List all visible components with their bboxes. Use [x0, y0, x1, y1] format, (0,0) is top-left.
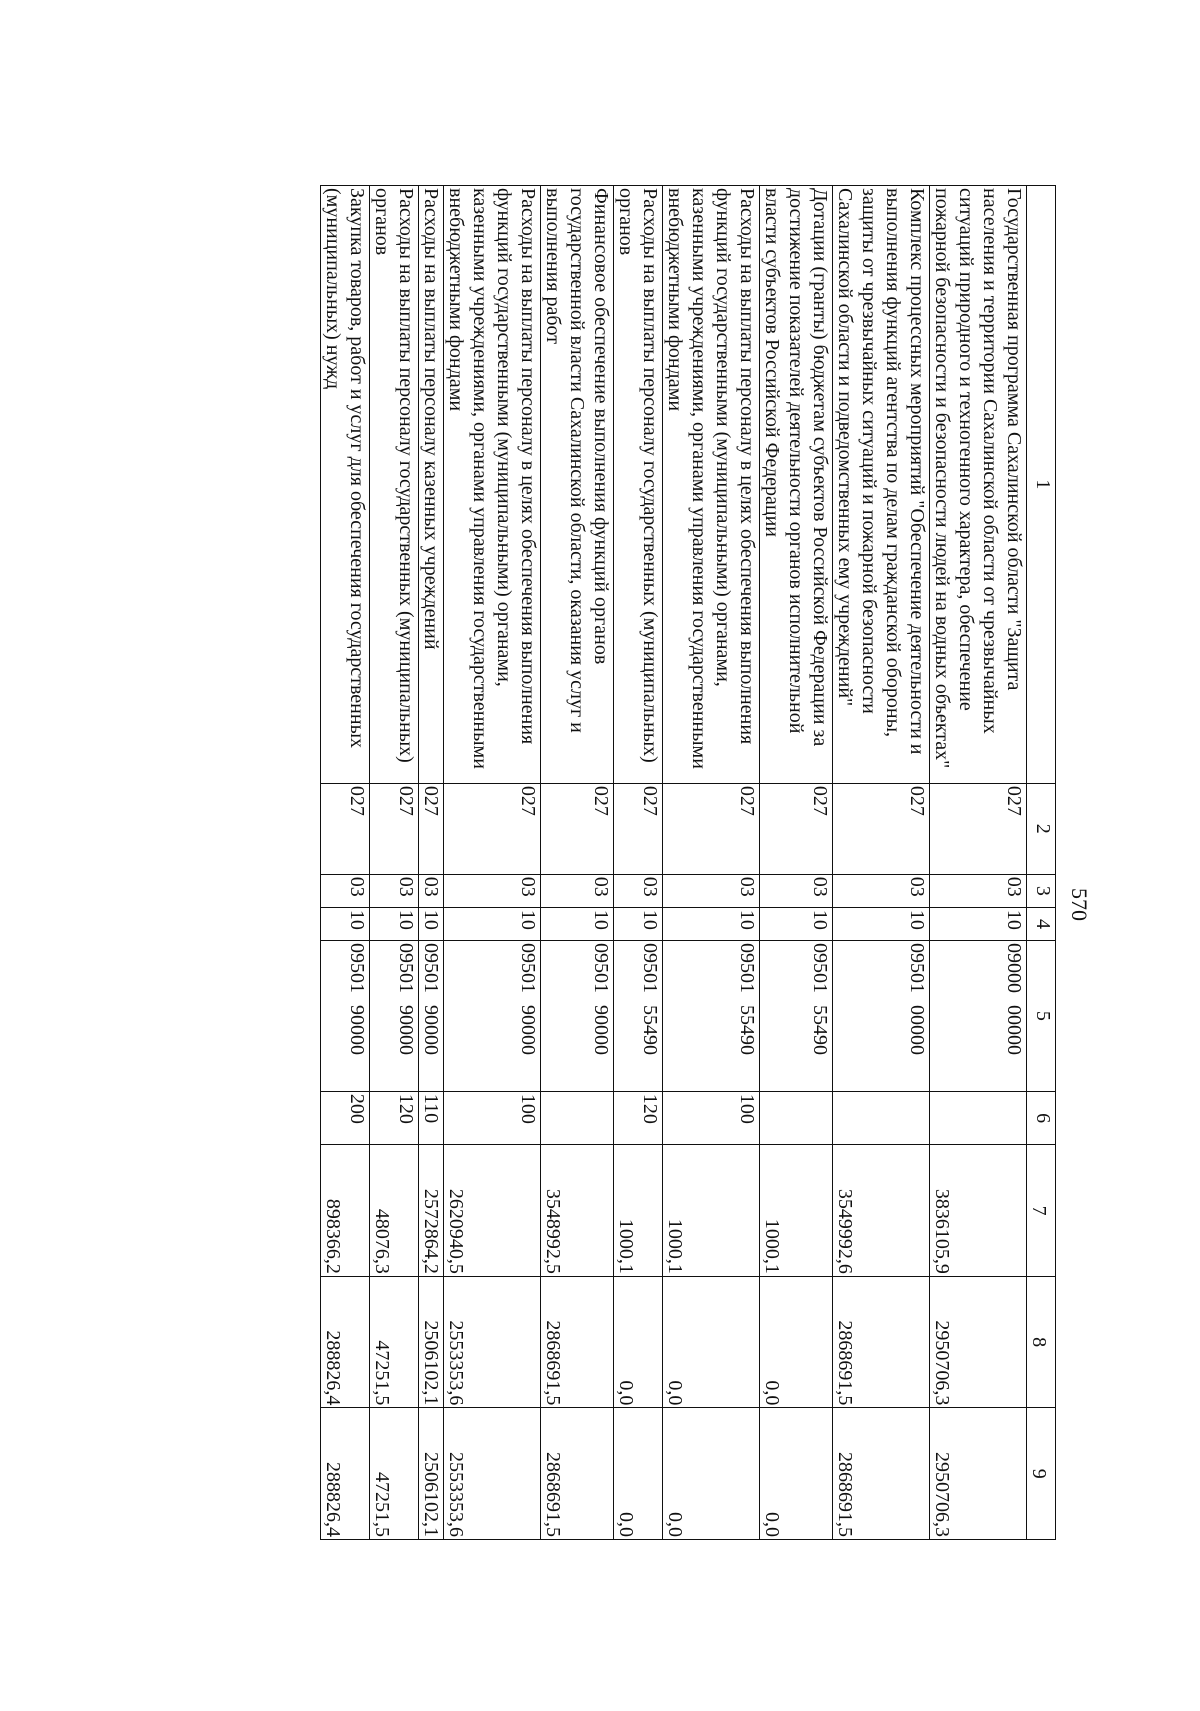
header-cell: 7: [1027, 1145, 1056, 1277]
section-code-cell: 03: [930, 874, 1027, 907]
row-name-cell: Расходы на выплаты персоналу государственных (муниципальных) органов: [614, 186, 663, 784]
admin-code-cell: 027: [663, 783, 760, 874]
amount-col7-cell: 3548992,5: [541, 1145, 614, 1277]
amount-col7-cell: 48076,3: [370, 1145, 419, 1277]
admin-code-cell: 027: [930, 783, 1027, 874]
target-article-cell: [663, 941, 760, 1092]
table-row: [419, 186, 444, 1540]
expense-kind-cell: 100: [444, 1091, 541, 1144]
expense-kind-cell: 120: [614, 1091, 663, 1144]
subsection-code-cell: 10: [930, 907, 1027, 940]
admin-code-cell: 027: [321, 783, 370, 874]
amount-col7-cell: 1000,1: [760, 1145, 833, 1277]
amount-col7-cell: 2620940,5: [444, 1145, 541, 1277]
target-article-program-part: 09000: [1003, 943, 1025, 994]
admin-code-cell: 027: [614, 783, 663, 874]
section-code-cell: 03: [760, 874, 833, 907]
target-article-program-part: 09501: [590, 943, 612, 994]
page-number: 570: [1067, 888, 1092, 921]
table-row: [760, 186, 833, 1540]
amount-col7-cell: 2572864,2: [419, 1145, 444, 1277]
expense-kind-cell: [541, 1091, 614, 1144]
target-article-direction-part: 90000: [517, 1005, 539, 1056]
amount-col9-cell: 2506102,1: [419, 1408, 444, 1540]
header-cell: 3: [1027, 874, 1056, 907]
subsection-code-cell: 10: [541, 907, 614, 940]
target-article-cell: [419, 941, 444, 1092]
target-article-program-part: 09501: [517, 943, 539, 994]
target-article-program-part: 09501: [420, 943, 442, 994]
amount-col8-cell: 0,0: [663, 1276, 760, 1408]
amount-col8-cell: 2868691,5: [833, 1276, 930, 1408]
amount-col8-cell: 0,0: [614, 1276, 663, 1408]
target-article-direction-part: 55490: [736, 1005, 758, 1056]
target-article-cell: [321, 941, 370, 1092]
expense-kind-cell: [930, 1091, 1027, 1144]
admin-code-cell: 027: [370, 783, 419, 874]
subsection-code-cell: 10: [663, 907, 760, 940]
amount-col7-cell: 898366,2: [321, 1145, 370, 1277]
table-row: [370, 186, 419, 1540]
amount-col9-cell: 0,0: [614, 1408, 663, 1540]
table-header-row: [1027, 186, 1056, 1540]
amount-col9-cell: 2868691,5: [833, 1408, 930, 1540]
amount-col9-cell: 0,0: [663, 1408, 760, 1540]
table-row: [663, 186, 760, 1540]
section-code-cell: 03: [419, 874, 444, 907]
table-row: [321, 186, 370, 1540]
amount-col8-cell: 288826,4: [321, 1276, 370, 1408]
table-row: [833, 186, 930, 1540]
table-row: [930, 186, 1027, 1540]
target-article-direction-part: 55490: [809, 1005, 831, 1056]
row-name-cell: Комплекс процессных мероприятий "Обеспечение деятельности и выполнения функций агентства по делам гражданской обороны, защиты от чрезвычайных ситуаций и пожарной безопасности Сахалинской области и подведомственных ему учреждений": [833, 186, 930, 784]
amount-col8-cell: 2868691,5: [541, 1276, 614, 1408]
row-name-cell: Расходы на выплаты персоналу в целях обеспечения выполнения функций государственными (муниципальными) органами, казенными учреждениями, органами управления государственными внебюджетными фондами: [663, 186, 760, 784]
target-article-cell: [760, 941, 833, 1092]
subsection-code-cell: 10: [833, 907, 930, 940]
target-article-direction-part: 55490: [639, 1005, 661, 1056]
amount-col9-cell: 0,0: [760, 1408, 833, 1540]
amount-col7-cell: 3836105,9: [930, 1145, 1027, 1277]
target-article-cell: [541, 941, 614, 1092]
budget-table: [320, 185, 1056, 1540]
target-article-cell: [370, 941, 419, 1092]
header-cell: 6: [1027, 1091, 1056, 1144]
subsection-code-cell: 10: [444, 907, 541, 940]
target-article-direction-part: 90000: [346, 1005, 368, 1056]
admin-code-cell: 027: [833, 783, 930, 874]
amount-col8-cell: 2506102,1: [419, 1276, 444, 1408]
amount-col9-cell: 2553353,6: [444, 1408, 541, 1540]
amount-col9-cell: 2950706,3: [930, 1408, 1027, 1540]
expense-kind-cell: 120: [370, 1091, 419, 1144]
row-name-cell: Расходы на выплаты персоналу в целях обеспечения выполнения функций государственными (муниципальными) органами, казенными учреждениями, органами управления государственными внебюджетными фондами: [444, 186, 541, 784]
row-name-cell: Расходы на выплаты персоналу государственных (муниципальных) органов: [370, 186, 419, 784]
target-article-program-part: 09501: [346, 943, 368, 994]
table-row: [444, 186, 541, 1540]
target-article-program-part: 09501: [906, 943, 928, 994]
subsection-code-cell: 10: [760, 907, 833, 940]
admin-code-cell: 027: [760, 783, 833, 874]
admin-code-cell: 027: [541, 783, 614, 874]
subsection-code-cell: 10: [321, 907, 370, 940]
amount-col8-cell: 47251,5: [370, 1276, 419, 1408]
target-article-direction-part: 90000: [590, 1005, 612, 1056]
amount-col8-cell: 2950706,3: [930, 1276, 1027, 1408]
section-code-cell: 03: [370, 874, 419, 907]
row-name-cell: Государственная программа Сахалинской области "Защита населения и территории Сахалинской области от чрезвычайных ситуаций природного и техногенного характера, обеспечение пожарной безопасности и безопасности людей на водных объектах": [930, 186, 1027, 784]
target-article-program-part: 09501: [639, 943, 661, 994]
subsection-code-cell: 10: [370, 907, 419, 940]
subsection-code-cell: 10: [419, 907, 444, 940]
header-cell: 2: [1027, 783, 1056, 874]
header-cell: 9: [1027, 1408, 1056, 1540]
expense-kind-cell: 110: [419, 1091, 444, 1144]
target-article-cell: [614, 941, 663, 1092]
amount-col7-cell: 1000,1: [663, 1145, 760, 1277]
target-article-cell: [833, 941, 930, 1092]
target-article-program-part: 09501: [395, 943, 417, 994]
header-cell: 5: [1027, 941, 1056, 1092]
row-name-cell: Дотации (гранты) бюджетам субъектов Российской Федерации за достижение показателей деятельности органов исполнительной власти субъектов Российской Федерации: [760, 186, 833, 784]
row-name-cell: Закупка товаров, работ и услуг для обеспечения государственных (муниципальных) нужд: [321, 186, 370, 784]
expense-kind-cell: 200: [321, 1091, 370, 1144]
expense-kind-cell: [760, 1091, 833, 1144]
section-code-cell: 03: [614, 874, 663, 907]
target-article-program-part: 09501: [736, 943, 758, 994]
admin-code-cell: 027: [419, 783, 444, 874]
amount-col8-cell: 0,0: [760, 1276, 833, 1408]
expense-kind-cell: 100: [663, 1091, 760, 1144]
target-article-cell: [930, 941, 1027, 1092]
amount-col9-cell: 2868691,5: [541, 1408, 614, 1540]
section-code-cell: 03: [541, 874, 614, 907]
row-name-cell: Расходы на выплаты персоналу казенных учреждений: [419, 186, 444, 784]
section-code-cell: 03: [444, 874, 541, 907]
section-code-cell: 03: [321, 874, 370, 907]
expense-kind-cell: [833, 1091, 930, 1144]
target-article-direction-part: 00000: [1003, 1005, 1025, 1056]
header-cell: 8: [1027, 1276, 1056, 1408]
row-name-cell: Финансовое обеспечение выполнения функций органов государственной власти Сахалинской области, оказания услуг и выполнения работ: [541, 186, 614, 784]
table-row: [614, 186, 663, 1540]
target-article-cell: [444, 941, 541, 1092]
section-code-cell: 03: [663, 874, 760, 907]
header-cell: 1: [1027, 186, 1056, 784]
amount-col7-cell: 1000,1: [614, 1145, 663, 1277]
table-row: [541, 186, 614, 1540]
admin-code-cell: 027: [444, 783, 541, 874]
amount-col9-cell: 47251,5: [370, 1408, 419, 1540]
target-article-program-part: 09501: [809, 943, 831, 994]
target-article-direction-part: 90000: [395, 1005, 417, 1056]
target-article-direction-part: 00000: [906, 1005, 928, 1056]
target-article-direction-part: 90000: [420, 1005, 442, 1056]
amount-col9-cell: 288826,4: [321, 1408, 370, 1540]
header-cell: 4: [1027, 907, 1056, 940]
subsection-code-cell: 10: [614, 907, 663, 940]
table-body: [321, 186, 1027, 1540]
amount-col8-cell: 2553353,6: [444, 1276, 541, 1408]
amount-col7-cell: 3549992,6: [833, 1145, 930, 1277]
section-code-cell: 03: [833, 874, 930, 907]
